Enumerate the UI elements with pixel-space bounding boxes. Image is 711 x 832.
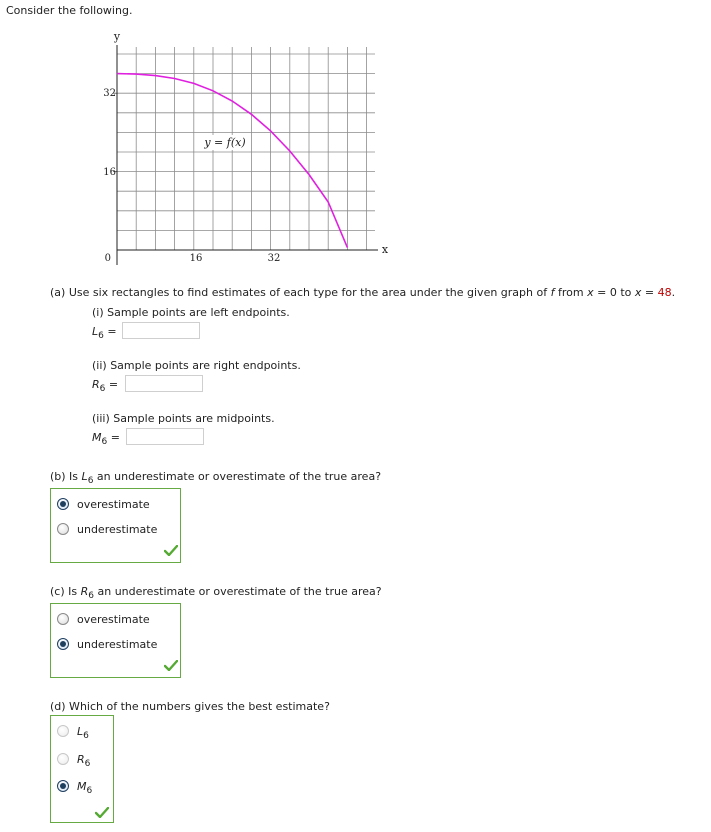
part-d-check-icon <box>95 807 109 818</box>
part-c-radio-underestimate[interactable] <box>57 638 69 650</box>
period: . <box>671 286 676 299</box>
part-c-radio-overestimate[interactable] <box>57 613 69 625</box>
x-tick-label-32: 32 <box>267 253 281 264</box>
R-letter: R <box>92 378 100 391</box>
part-d-label-M6[interactable] <box>77 780 92 796</box>
part-c-q-post: an underestimate or overestimate of the true area? <box>97 585 382 598</box>
part-c-label-underestimate[interactable]: underestimate <box>77 638 158 651</box>
part-a-prompt <box>50 286 675 299</box>
L-eq: = <box>107 325 117 338</box>
d-M-sub: 6 <box>86 786 93 796</box>
part-d-question: (d) Which of the numbers gives the best estimate? <box>50 700 330 713</box>
x-tick-label-16: 16 <box>189 253 203 264</box>
part-b-sub: 6 <box>87 476 94 486</box>
part-b-q-post: an underestimate or overestimate of the true area? <box>96 470 382 483</box>
d-L: L <box>77 725 84 738</box>
d-R: R <box>77 753 85 766</box>
M-letter: M <box>92 431 102 444</box>
part-c-sub: 6 <box>88 591 94 601</box>
part-b-radio-underestimate[interactable] <box>57 523 69 535</box>
part-d-radio-R6[interactable] <box>57 753 69 765</box>
intro-text: Consider the following. <box>6 4 133 17</box>
part-a-i-text: (i) Sample points are left endpoints. <box>92 306 290 319</box>
L6-input[interactable] <box>122 322 200 339</box>
equals-2: = <box>644 286 655 299</box>
equals-1: = <box>597 286 607 299</box>
R6-label <box>92 378 118 394</box>
L-sub: 6 <box>98 331 104 341</box>
R6-input[interactable] <box>125 375 203 392</box>
part-d-label-R6[interactable] <box>77 753 90 769</box>
from-word: from <box>557 286 584 299</box>
M-eq: = <box>110 431 120 444</box>
R-eq: = <box>108 378 119 391</box>
part-c-check-icon <box>164 660 178 671</box>
part-b-question <box>50 470 381 486</box>
curve-label: y = f(x) <box>204 136 246 149</box>
M6-input[interactable] <box>126 428 204 445</box>
M-sub: 6 <box>101 437 108 447</box>
part-b-check-icon <box>164 545 178 556</box>
part-a-prompt-text: (a) Use six rectangles to find estimates of each type for the area under the given graph of <box>50 286 548 299</box>
y-tick-label-16: 16 <box>103 167 116 178</box>
part-b-label-overestimate[interactable]: overestimate <box>77 498 150 511</box>
axes <box>117 45 378 265</box>
lower-bound: 0 <box>609 286 617 299</box>
part-c-label-overestimate[interactable]: overestimate <box>77 613 150 626</box>
to-word: to <box>620 286 632 299</box>
y-tick-label-32: 32 <box>103 88 116 99</box>
part-a-ii-text: (ii) Sample points are right endpoints. <box>92 359 301 372</box>
d-R-sub: 6 <box>84 759 91 769</box>
M6-label <box>92 431 120 447</box>
L-letter: L <box>92 325 99 338</box>
part-b-L: L <box>81 470 88 483</box>
part-d-label-L6[interactable] <box>77 725 89 741</box>
x-var-1: x <box>587 286 594 299</box>
L6-label <box>92 325 117 341</box>
R-sub: 6 <box>99 384 106 394</box>
part-c-q-pre: (c) Is <box>50 585 78 598</box>
d-L-sub: 6 <box>83 731 89 741</box>
part-b-q-pre: (b) Is <box>50 470 79 483</box>
part-a-iii-text: (iii) Sample points are midpoints. <box>92 412 275 425</box>
function-name: f <box>550 286 555 299</box>
part-c-R: R <box>80 585 89 598</box>
y-axis-label: y <box>113 30 121 43</box>
part-b-label-underestimate[interactable]: underestimate <box>77 523 158 536</box>
upper-bound: 48 <box>657 286 672 299</box>
graph <box>0 0 711 275</box>
part-d-radio-L6[interactable] <box>57 725 69 737</box>
part-d-radio-M6[interactable] <box>57 780 69 792</box>
d-M: M <box>77 780 87 793</box>
x-tick-label-0: 0 <box>104 253 111 264</box>
x-var-2: x <box>634 286 642 299</box>
part-c-question <box>50 585 382 601</box>
part-b-radio-overestimate[interactable] <box>57 498 69 510</box>
x-axis-label: x <box>381 243 389 256</box>
